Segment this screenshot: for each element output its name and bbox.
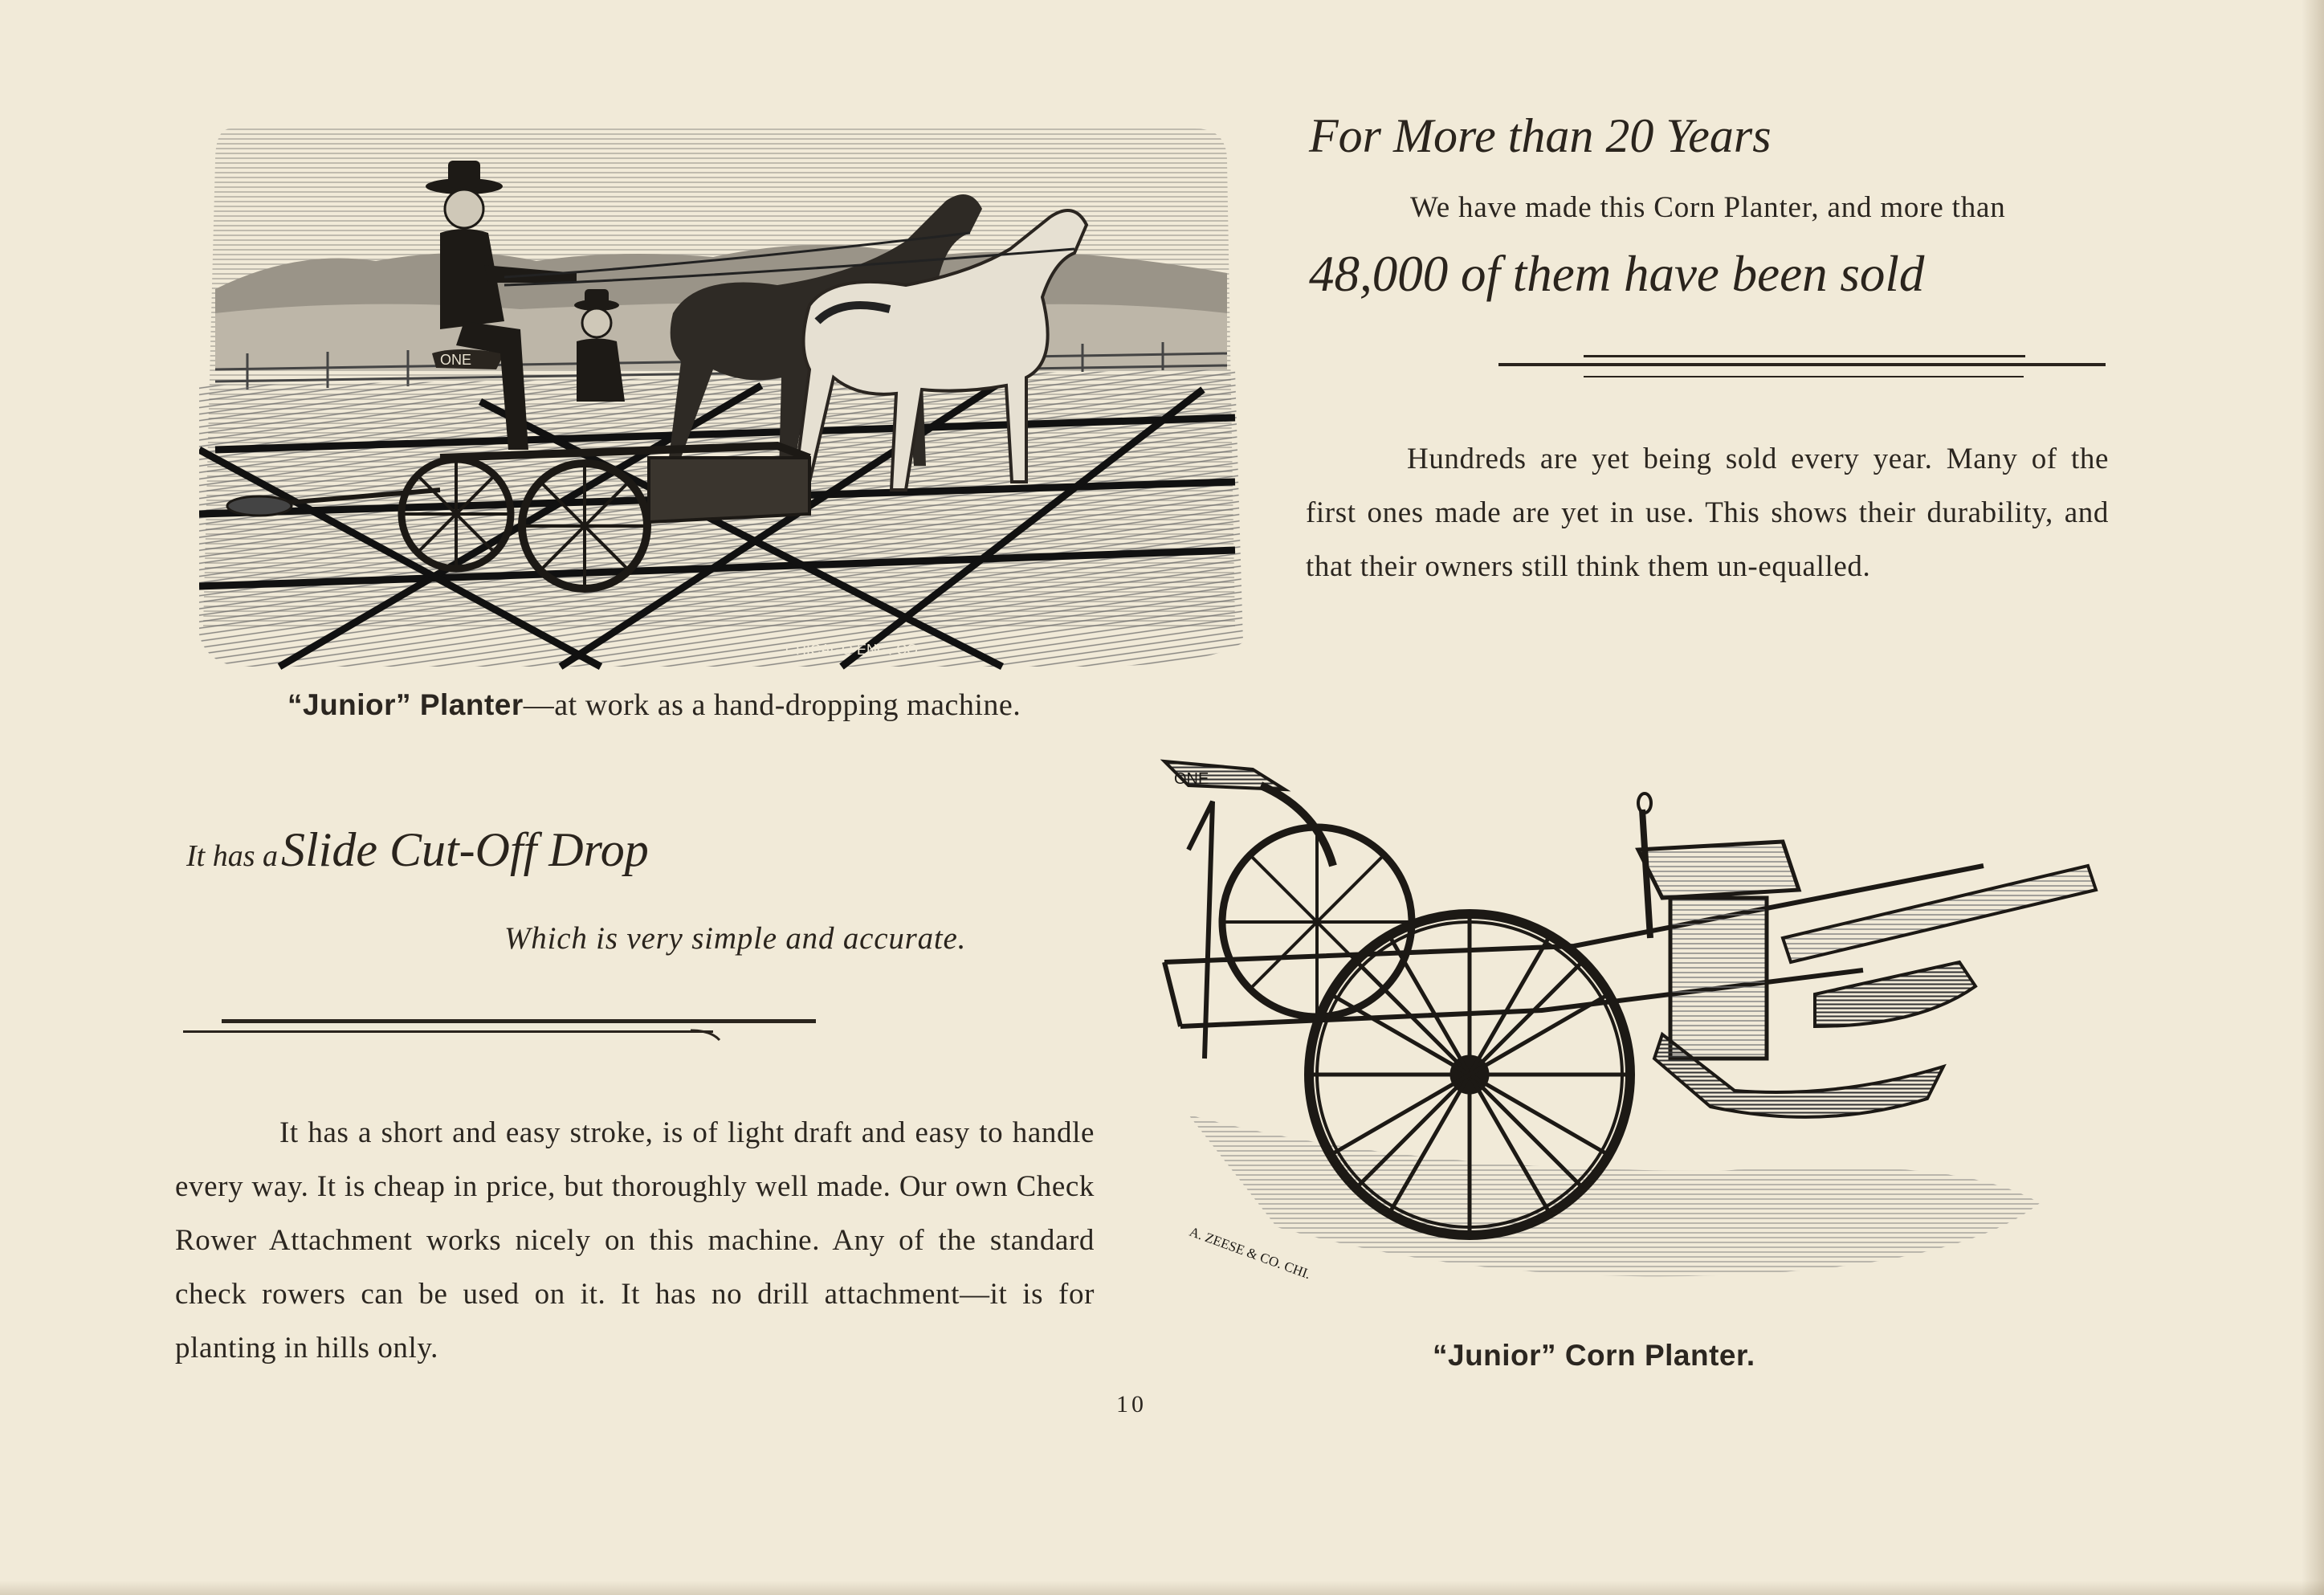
horse-planter-engraving [199, 112, 1243, 683]
rule-swash [691, 1027, 723, 1043]
slide-section-heading [186, 822, 649, 878]
features-paragraph: It has a short and easy stroke, is of light draft and easy to handle every way. It is cheap in price, but thoroughly well made. Our own Check Rower Attachment works nicely on this machine. Any of the standard check rowers can be used on it. It has no drill attachment—it is for planting in hills only. [175, 1116, 1095, 1365]
slide-heading-small: It has a [186, 839, 278, 873]
corn-planter-caption-text: “Junior” Corn Planter. [1433, 1339, 1755, 1372]
decorative-rule-top [1498, 363, 2106, 366]
decorative-rule-left [222, 1019, 816, 1023]
page-number: 10 [1116, 1391, 1147, 1418]
section-line1: We have made this Corn Planter, and more than [1410, 191, 2006, 224]
decorative-rule-left-2 [183, 1030, 713, 1033]
seat-label: ONE [440, 352, 472, 368]
slide-heading-large: Slide Cut-Off Drop [281, 823, 649, 876]
top-illustration-caption [287, 687, 1021, 723]
section-line2: 48,000 of them have been sold [1309, 246, 1925, 302]
decorative-rule-top-2 [1584, 355, 2025, 357]
seat-label-2: ONE [1174, 770, 1209, 788]
engraver-mark: CHICAGO ENG. CO. [785, 642, 923, 658]
engraver-mark-2: A. ZEESE & CO. CHI. [1187, 1223, 1313, 1283]
corn-planter-caption [1433, 1338, 1755, 1373]
durability-paragraph: Hundreds are yet being sold every year. Many of the first ones made are yet in use. This shows their durability, and that their owners still think them un-equalled. [1306, 443, 2109, 583]
page-edge-shadow [2302, 0, 2324, 1595]
caption-bold: “Junior” Planter [287, 688, 524, 721]
page-edge-shadow-bottom [0, 1581, 2324, 1595]
section-heading-years: For More than 20 Years [1309, 109, 1772, 162]
slide-subheading: Which is very simple and accurate. [504, 921, 967, 956]
decorative-rule-top-3 [1584, 376, 2024, 377]
caption-rest: —at work as a hand-dropping machine. [523, 688, 1021, 722]
corn-planter-engraving [1156, 753, 2112, 1324]
